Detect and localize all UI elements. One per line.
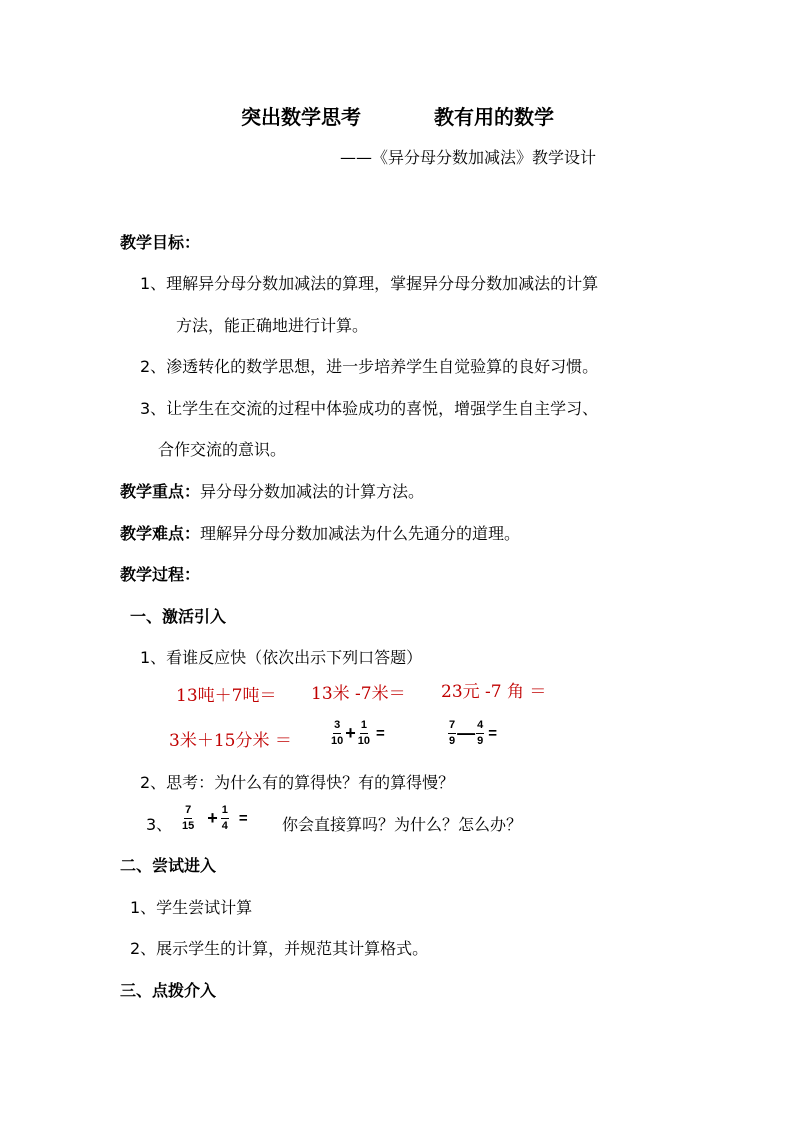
expression-meters: 13米 -7米＝ (311, 684, 406, 704)
objectives-heading: 教学目标： (120, 233, 201, 252)
page-title-left: 突出数学思考 (241, 105, 361, 129)
fraction-1-10: $\frac{1}{10}$ (357, 719, 371, 747)
page-subtitle: ——《异分母分数加减法》教学设计 (340, 148, 597, 167)
page-title-right: 教有用的数学 (434, 105, 554, 129)
fraction-4-9: $\frac{4}{9}$ (477, 719, 484, 747)
section-1-heading: 一、激活引入 (130, 607, 227, 626)
section-1-step-2: 2、思考：为什么有的算得快？有的算得慢？ (140, 773, 455, 792)
objective-3-line2: 合作交流的意识。 (158, 440, 287, 459)
difficulty-label: 教学难点： (120, 524, 201, 543)
expression-yuan: 23元 -7 角 ＝ (441, 682, 547, 702)
fraction-3-10: $\frac{3}{10}$ (331, 719, 344, 747)
minus-sign: — (457, 723, 476, 744)
equals-sign: = (238, 809, 248, 827)
plus-sign: + (345, 723, 356, 744)
plus-sign: + (207, 808, 218, 829)
key-point-text: 异分母分数加减法的计算方法。 (200, 482, 425, 501)
difficulty (120, 526, 520, 542)
section-1-step-3-text: 你会直接算吗？为什么？怎么办？ (282, 815, 523, 834)
equals-sign: = (488, 724, 498, 742)
fraction-expression-2 (448, 719, 497, 747)
fraction-expression-1 (331, 719, 385, 747)
section-2-step-1: 1、学生尝试计算 (130, 898, 253, 917)
objective-2: 2、渗透转化的数学思想，进一步培养学生自觉验算的良好习惯。 (140, 357, 599, 376)
fraction-7-15: $\frac{7}{15}$ (182, 804, 195, 832)
objective-1-line2: 方法，能正确地进行计算。 (176, 316, 369, 335)
fraction-7-9: $\frac{7}{9}$ (449, 719, 456, 747)
key-point (120, 484, 424, 500)
process-heading: 教学过程： (120, 565, 201, 584)
difficulty-text: 理解异分母分数加减法为什么先通分的道理。 (200, 524, 521, 543)
section-1-step-3-label: 3、 (146, 815, 173, 834)
section-3-heading: 三、点拨介入 (120, 981, 217, 1000)
expression-meters-decimeters: 3米＋15分米 ＝ (169, 731, 292, 751)
objective-1-line1: 1、理解异分母分数加减法的算理，掌握异分母分数加减法的计算 (140, 274, 599, 293)
section-2-step-2: 2、展示学生的计算，并规范其计算格式。 (130, 939, 429, 958)
section-1-step-1: 1、看谁反应快（依次出示下列口答题） (140, 648, 423, 667)
key-point-label: 教学重点： (120, 482, 201, 501)
section-2-heading: 二、尝试进入 (120, 856, 217, 875)
equals-sign: = (376, 724, 385, 742)
expression-tons: 13吨＋7吨＝ (176, 686, 277, 706)
fraction-expression-3 (182, 804, 248, 832)
objective-3-line1: 3、让学生在交流的过程中体验成功的喜悦，增强学生自主学习、 (140, 399, 599, 418)
fraction-1-4: $\frac{1}{4}$ (221, 804, 228, 832)
